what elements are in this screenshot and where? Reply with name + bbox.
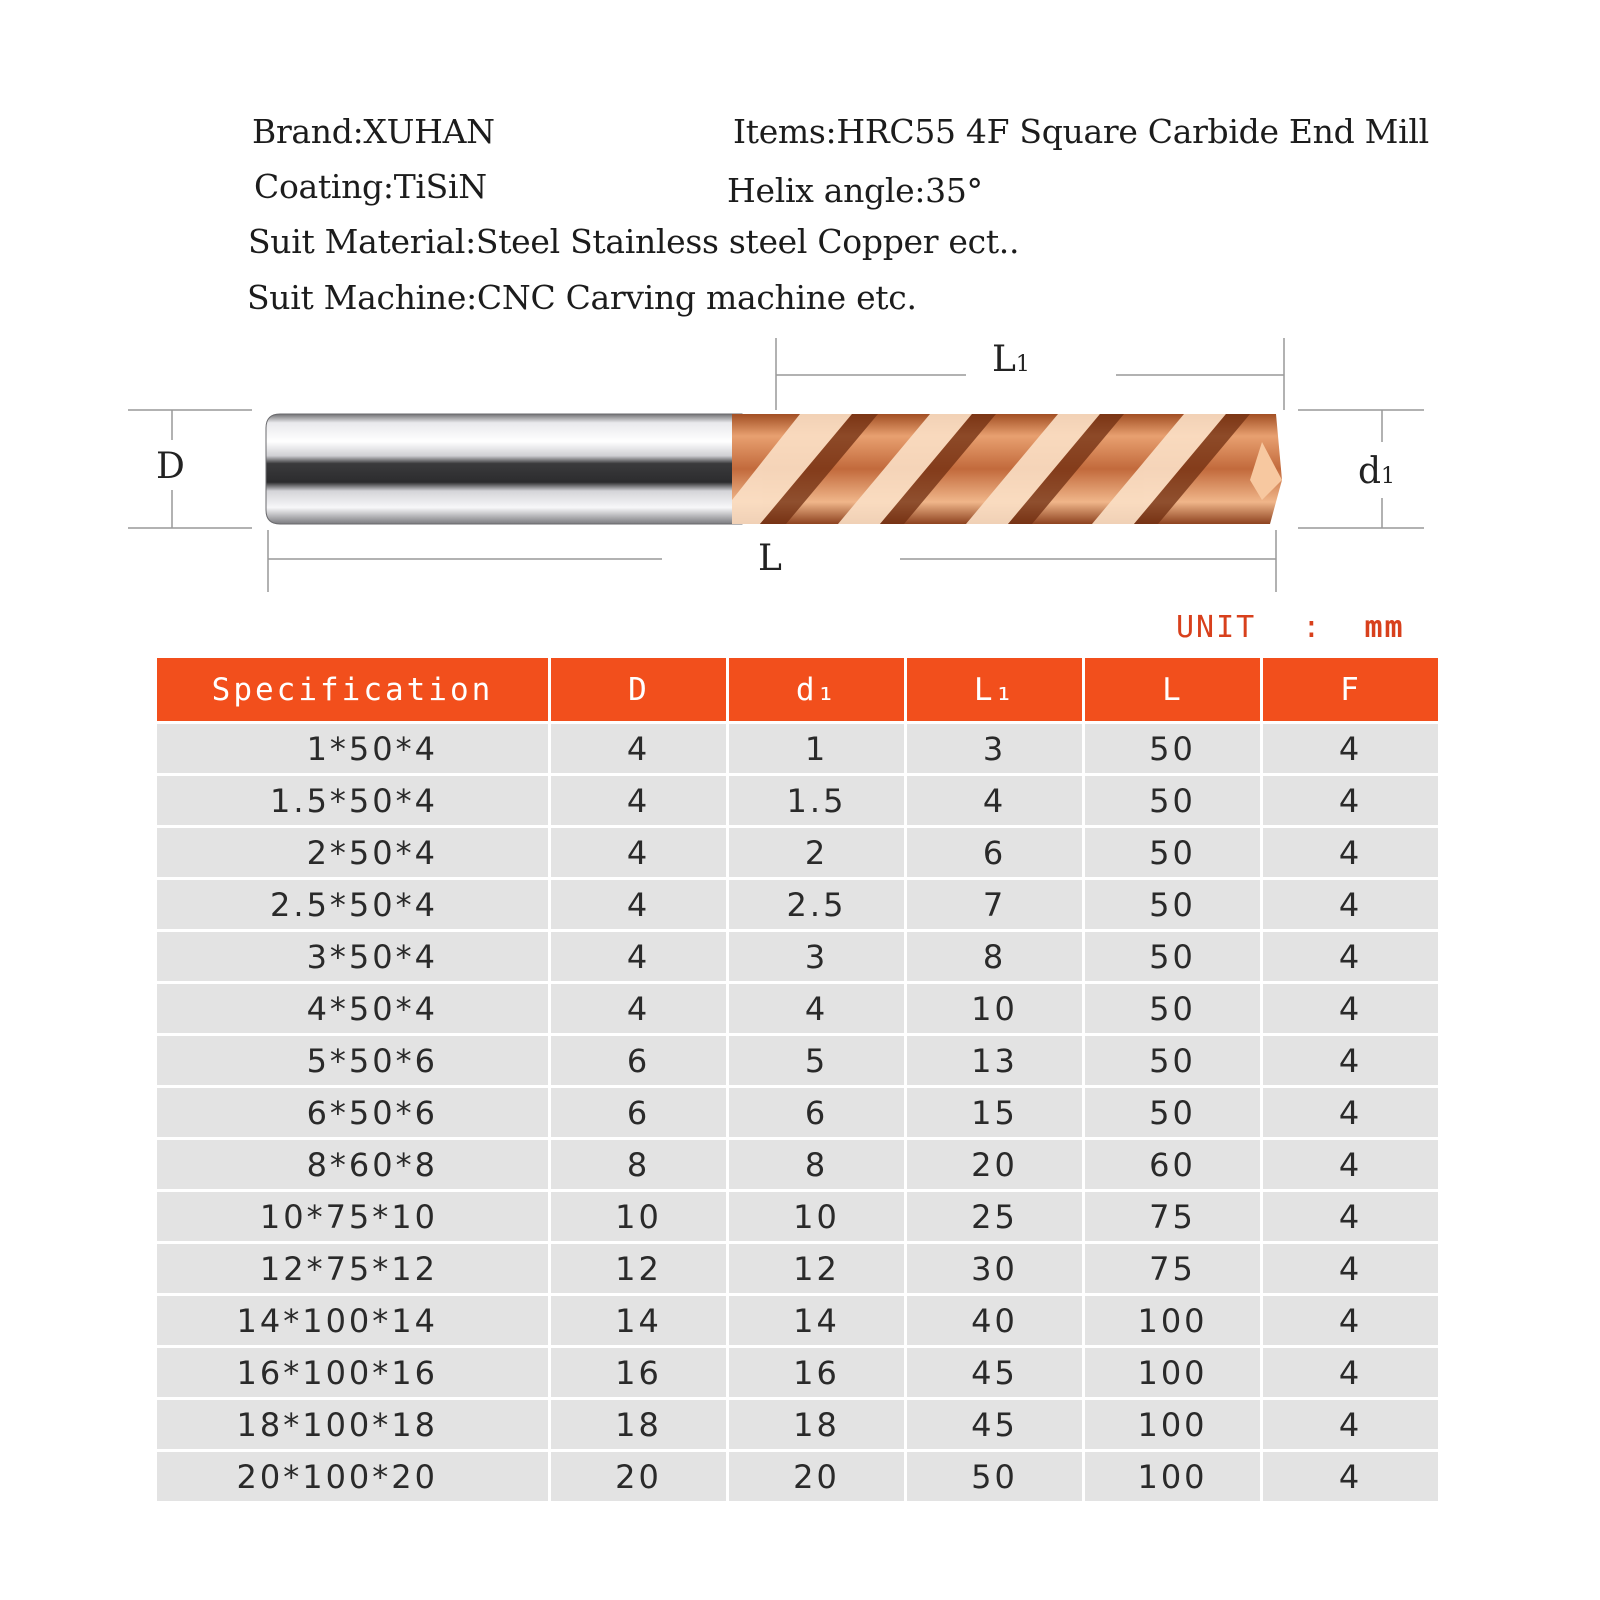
table-row (157, 984, 1438, 1033)
cell-d1: 16 (729, 1348, 904, 1397)
cell-d1: 2 (729, 828, 904, 877)
cell-f: 4 (1263, 1036, 1438, 1085)
cell-l: 75 (1085, 1244, 1260, 1293)
cell-specification: 5*50*6 (157, 1036, 548, 1085)
header-d1: d₁ (729, 658, 904, 721)
cell-d: 6 (551, 1088, 726, 1137)
cell-d: 8 (551, 1140, 726, 1189)
cell-l1: 4 (907, 776, 1082, 825)
cell-l: 100 (1085, 1348, 1260, 1397)
cell-l1: 45 (907, 1348, 1082, 1397)
unit-label (1176, 610, 1405, 645)
cell-specification: 14*100*14 (157, 1296, 548, 1345)
cell-l: 100 (1085, 1296, 1260, 1345)
cell-f: 4 (1263, 828, 1438, 877)
l-label: L (758, 538, 782, 579)
l-dimension (268, 530, 1276, 592)
cell-d: 18 (551, 1400, 726, 1449)
cell-specification: 3*50*4 (157, 932, 548, 981)
cell-specification: 8*60*8 (157, 1140, 548, 1189)
table-header-row (157, 658, 1438, 721)
cell-d: 4 (551, 932, 726, 981)
cell-d1: 20 (729, 1452, 904, 1501)
cell-l1: 40 (907, 1296, 1082, 1345)
cell-d: 4 (551, 724, 726, 773)
spec-table (154, 655, 1441, 1504)
cell-l1: 15 (907, 1088, 1082, 1137)
cell-l: 50 (1085, 1088, 1260, 1137)
cell-d1: 1.5 (729, 776, 904, 825)
cell-l: 50 (1085, 984, 1260, 1033)
brand-text: Brand:XUHAN (252, 112, 495, 151)
cell-l1: 25 (907, 1192, 1082, 1241)
helix-angle-text: Helix angle:35° (727, 171, 983, 210)
cell-d1: 2.5 (729, 880, 904, 929)
cell-specification: 18*100*18 (157, 1400, 548, 1449)
cell-d: 6 (551, 1036, 726, 1085)
cell-d1: 10 (729, 1192, 904, 1241)
cell-l1: 13 (907, 1036, 1082, 1085)
header-specification: Specification (157, 658, 548, 721)
table-row (157, 724, 1438, 773)
cell-d: 10 (551, 1192, 726, 1241)
end-mill-diagram (0, 330, 1600, 600)
d-dimension (128, 410, 252, 528)
cell-f: 4 (1263, 880, 1438, 929)
d1-label: d1 (1358, 451, 1396, 492)
header-l: L (1085, 658, 1260, 721)
cell-d: 4 (551, 984, 726, 1033)
cell-l1: 6 (907, 828, 1082, 877)
cell-l: 50 (1085, 828, 1260, 877)
items-text: Items:HRC55 4F Square Carbide End Mill (733, 112, 1429, 151)
cell-d1: 5 (729, 1036, 904, 1085)
cell-d: 20 (551, 1452, 726, 1501)
l1-label: L1 (992, 339, 1030, 380)
cell-d1: 6 (729, 1088, 904, 1137)
cell-f: 4 (1263, 1348, 1438, 1397)
cell-l: 100 (1085, 1452, 1260, 1501)
header-f: F (1263, 658, 1438, 721)
table-row (157, 1088, 1438, 1137)
d1-dimension (1298, 410, 1424, 528)
cell-specification: 2.5*50*4 (157, 880, 548, 929)
unit-separator: : (1302, 610, 1323, 645)
unit-label-text: UNIT (1176, 610, 1257, 645)
table-row (157, 1140, 1438, 1189)
table-row (157, 1400, 1438, 1449)
l1-dimension (776, 338, 1284, 410)
table-row (157, 1296, 1438, 1345)
shank (266, 414, 742, 524)
cell-d: 14 (551, 1296, 726, 1345)
cell-specification: 10*75*10 (157, 1192, 548, 1241)
d-label: D (156, 446, 185, 487)
cell-f: 4 (1263, 932, 1438, 981)
suit-material-text: Suit Material:Steel Stainless steel Copper ect.. (248, 222, 1020, 261)
cell-l: 60 (1085, 1140, 1260, 1189)
cell-l: 75 (1085, 1192, 1260, 1241)
cell-d1: 4 (729, 984, 904, 1033)
cell-specification: 1*50*4 (157, 724, 548, 773)
cell-specification: 4*50*4 (157, 984, 548, 1033)
cell-l: 50 (1085, 724, 1260, 773)
cell-d1: 3 (729, 932, 904, 981)
cell-f: 4 (1263, 776, 1438, 825)
table-row (157, 1244, 1438, 1293)
cell-l: 50 (1085, 932, 1260, 981)
cell-d: 12 (551, 1244, 726, 1293)
cell-specification: 12*75*12 (157, 1244, 548, 1293)
cell-d: 16 (551, 1348, 726, 1397)
cell-f: 4 (1263, 1296, 1438, 1345)
cell-l: 50 (1085, 1036, 1260, 1085)
cell-f: 4 (1263, 1400, 1438, 1449)
unit-value: mm (1364, 610, 1405, 645)
cell-l1: 3 (907, 724, 1082, 773)
cell-d: 4 (551, 828, 726, 877)
cell-f: 4 (1263, 724, 1438, 773)
cell-d: 4 (551, 880, 726, 929)
header-l1: L₁ (907, 658, 1082, 721)
cell-l1: 8 (907, 932, 1082, 981)
cell-f: 4 (1263, 1140, 1438, 1189)
cell-f: 4 (1263, 1088, 1438, 1137)
cell-d1: 14 (729, 1296, 904, 1345)
cell-l1: 7 (907, 880, 1082, 929)
cell-l1: 20 (907, 1140, 1082, 1189)
cell-l1: 10 (907, 984, 1082, 1033)
table-row (157, 932, 1438, 981)
table-row (157, 1192, 1438, 1241)
cell-f: 4 (1263, 984, 1438, 1033)
table-row (157, 828, 1438, 877)
cell-d1: 1 (729, 724, 904, 773)
cell-d1: 8 (729, 1140, 904, 1189)
suit-machine-text: Suit Machine:CNC Carving machine etc. (247, 278, 917, 317)
table-row (157, 1452, 1438, 1501)
cell-specification: 6*50*6 (157, 1088, 548, 1137)
cell-l1: 45 (907, 1400, 1082, 1449)
cell-specification: 20*100*20 (157, 1452, 548, 1501)
cell-specification: 2*50*4 (157, 828, 548, 877)
cell-l1: 50 (907, 1452, 1082, 1501)
coating-text: Coating:TiSiN (254, 167, 487, 206)
cell-specification: 16*100*16 (157, 1348, 548, 1397)
header-d: D (551, 658, 726, 721)
cell-d1: 18 (729, 1400, 904, 1449)
cell-d: 4 (551, 776, 726, 825)
cell-f: 4 (1263, 1452, 1438, 1501)
cell-l: 100 (1085, 1400, 1260, 1449)
cell-l1: 30 (907, 1244, 1082, 1293)
cell-specification: 1.5*50*4 (157, 776, 548, 825)
cell-f: 4 (1263, 1192, 1438, 1241)
cell-l: 50 (1085, 776, 1260, 825)
cell-f: 4 (1263, 1244, 1438, 1293)
cell-d1: 12 (729, 1244, 904, 1293)
table-row (157, 880, 1438, 929)
flute-section (732, 414, 1282, 524)
table-row (157, 1036, 1438, 1085)
cell-l: 50 (1085, 880, 1260, 929)
table-row (157, 776, 1438, 825)
table-row (157, 1348, 1438, 1397)
